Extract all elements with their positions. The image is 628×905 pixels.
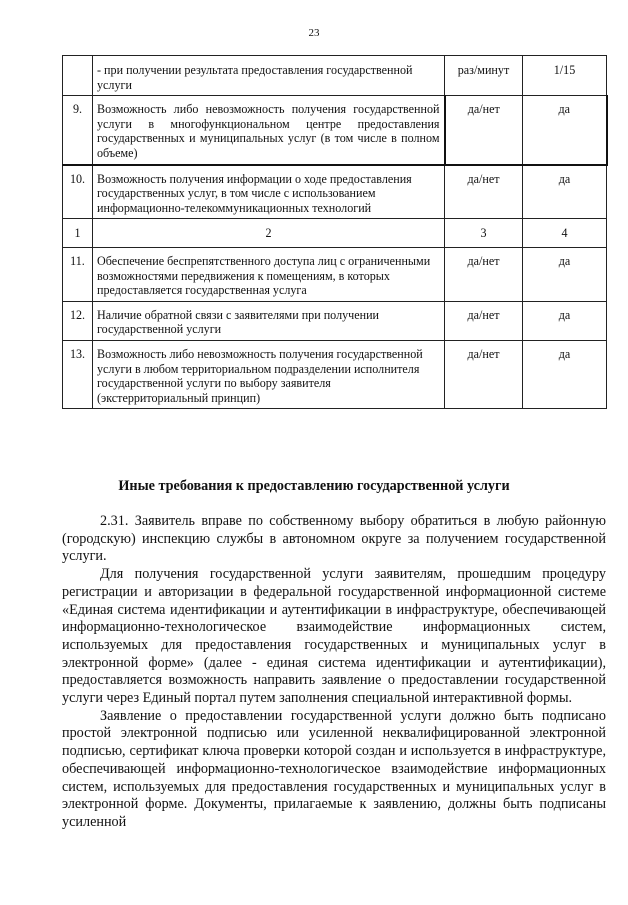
row-value: да bbox=[523, 301, 607, 340]
row-description: Обеспечение беспрепятственного доступа лиц с ограниченными возможностями передвижения к помещениям, в которых предоставляется государственная услуга bbox=[93, 247, 445, 301]
row-description: Наличие обратной связи с заявителями при получении государственной услуги bbox=[93, 301, 445, 340]
row-value: да bbox=[523, 96, 607, 165]
row-value: да bbox=[523, 340, 607, 408]
row-unit: да/нет bbox=[445, 301, 523, 340]
row-number: 9. bbox=[63, 96, 93, 165]
column-number: 3 bbox=[445, 219, 523, 248]
row-value: 1/15 bbox=[523, 56, 607, 96]
table-column-numbers-row bbox=[63, 219, 607, 248]
row-number: 11. bbox=[63, 247, 93, 301]
paragraph: Заявление о предоставлении государственной услуги должно быть подписано простой электронной подписью или усиленной неквалифицированной электронной подписью, сертификат ключа проверки которой создан и используется в инфраструктуре, обеспечивающей информационно-технологическое взаимодействие информационных систем, используемых для предоставления государственных и муниципальных услуг в электронной форме. Документы, прилагаемые к заявлению, должны быть подписаны усиленной bbox=[62, 707, 606, 830]
table-row bbox=[63, 56, 607, 96]
table-row bbox=[63, 301, 607, 340]
row-unit: да/нет bbox=[445, 165, 523, 219]
row-description: Возможность либо невозможность получения государственной услуги в многофункциональном центре предоставления государственных и муниципальных услуг (в том числе в полном объеме) bbox=[93, 96, 445, 165]
requirements-table bbox=[62, 55, 608, 409]
row-value: да bbox=[523, 165, 607, 219]
row-unit: да/нет bbox=[445, 340, 523, 408]
column-number: 1 bbox=[63, 219, 93, 248]
row-description: Возможность получения информации о ходе предоставления государственных услуг, в том числе с использованием информационно-телекоммуникационных технологий bbox=[93, 165, 445, 219]
body-text bbox=[62, 513, 606, 832]
row-number: 12. bbox=[63, 301, 93, 340]
row-description: Возможность либо невозможность получения государственной услуги в любом территориальном подразделении исполнителя государственной услуги по выбору заявителя (экстерриториальный принцип) bbox=[93, 340, 445, 408]
paragraph: Для получения государственной услуги заявителям, прошедшим процедуру регистрации и авторизации в федеральной государственной информационной системе «Единая система идентификации и аутентификации в инфраструктуре, обеспечивающей информационно-технологическое взаимодействие информационных систем, используемых для предоставления государственных и муниципальных услуг в электронной форме» (далее - единая система идентификации и аутентификации), предоставляется возможность направить заявление о предоставлении государственной услуги через Единый портал путем заполнения специальной интерактивной формы. bbox=[62, 566, 606, 707]
row-unit: да/нет bbox=[445, 96, 523, 165]
page-number: 23 bbox=[308, 27, 320, 39]
column-number: 2 bbox=[93, 219, 445, 248]
row-number bbox=[63, 56, 93, 96]
row-description: - при получении результата предоставления государственной услуги bbox=[93, 56, 445, 96]
paragraph: 2.31. Заявитель вправе по собственному выбору обратиться в любую районную (городскую) инспекцию службы в автономном округе за получением государственной услуги. bbox=[62, 513, 606, 565]
table-row bbox=[63, 96, 607, 165]
column-number: 4 bbox=[523, 219, 607, 248]
row-unit: да/нет bbox=[445, 247, 523, 301]
row-value: да bbox=[523, 247, 607, 301]
table-row bbox=[63, 247, 607, 301]
table-row bbox=[63, 165, 607, 219]
table-row bbox=[63, 340, 607, 408]
section-title: Иные требования к предоставлению государственной услуги bbox=[118, 478, 510, 494]
row-number: 10. bbox=[63, 165, 93, 219]
row-unit: раз/минут bbox=[445, 56, 523, 96]
row-number: 13. bbox=[63, 340, 93, 408]
